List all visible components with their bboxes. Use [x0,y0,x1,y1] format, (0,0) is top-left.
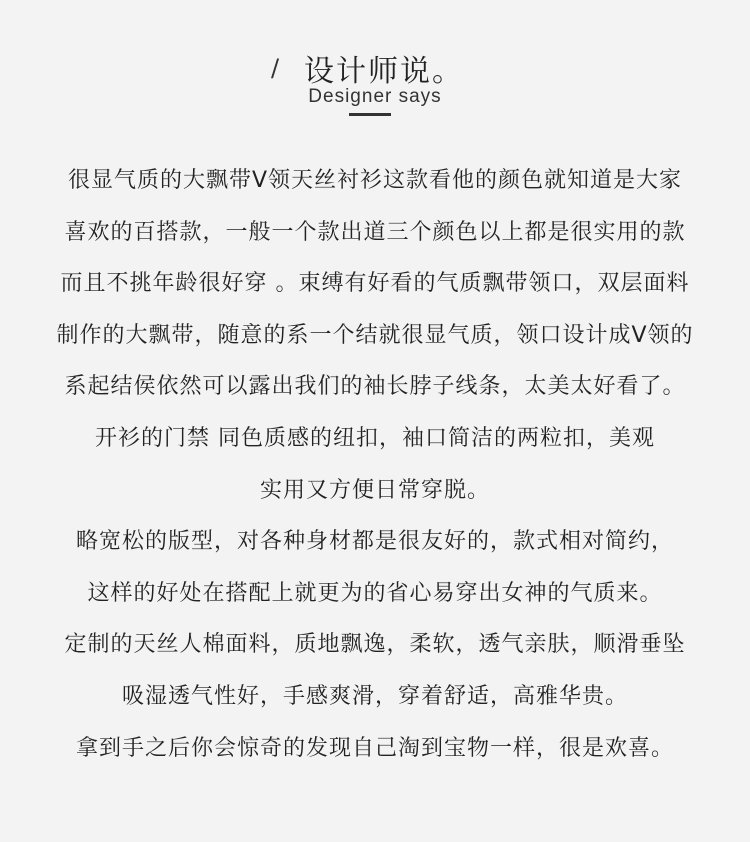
description-line: 拿到手之后你会惊奇的发现自己淘到宝物一样，很是欢喜。 [75,735,674,761]
page-title: 设计师说。 [304,54,464,89]
description-line: 吸湿透气性好，手感爽滑，穿着舒适，高雅华贵。 [121,683,628,709]
description-line: 这样的好处在搭配上就更为的省心易穿出女神的气质来。 [87,580,663,606]
description-line: 系起结侯依然可以露出我们的袖长脖子线条，太美太好看了。 [64,374,686,400]
page-subtitle: Designer says [308,86,442,107]
description-line: 制作的大飘带，随意的系一个结就很显气质，领口设计成V领的 [56,322,694,348]
description-line: 实用又方便日常穿脱。 [259,477,490,503]
decorative-slash: / [271,54,280,82]
description-line: 定制的天丝人棉面料，质地飘逸，柔软，透气亲肤，顺滑垂坠 [64,632,686,658]
description-line: 喜欢的百搭款，一般一个款出道三个颜色以上都是很实用的款 [64,219,686,245]
description-line: 略宽松的版型，对各种身材都是很友好的，款式相对简约， [75,529,674,555]
title-underline [349,113,391,116]
description-line: 开衫的门禁 同色质感的纽扣，袖口简洁的两粒扣，美观 [95,425,655,451]
description-line: 而且不挑年龄很好穿 。束缚有好看的气质飘带领口，双层面料 [60,271,690,297]
description-line: 很显气质的大飘带V领天丝衬衫这款看他的颜色就知道是大家 [67,168,683,193]
description-text [0,155,750,774]
section-header [0,40,750,130]
